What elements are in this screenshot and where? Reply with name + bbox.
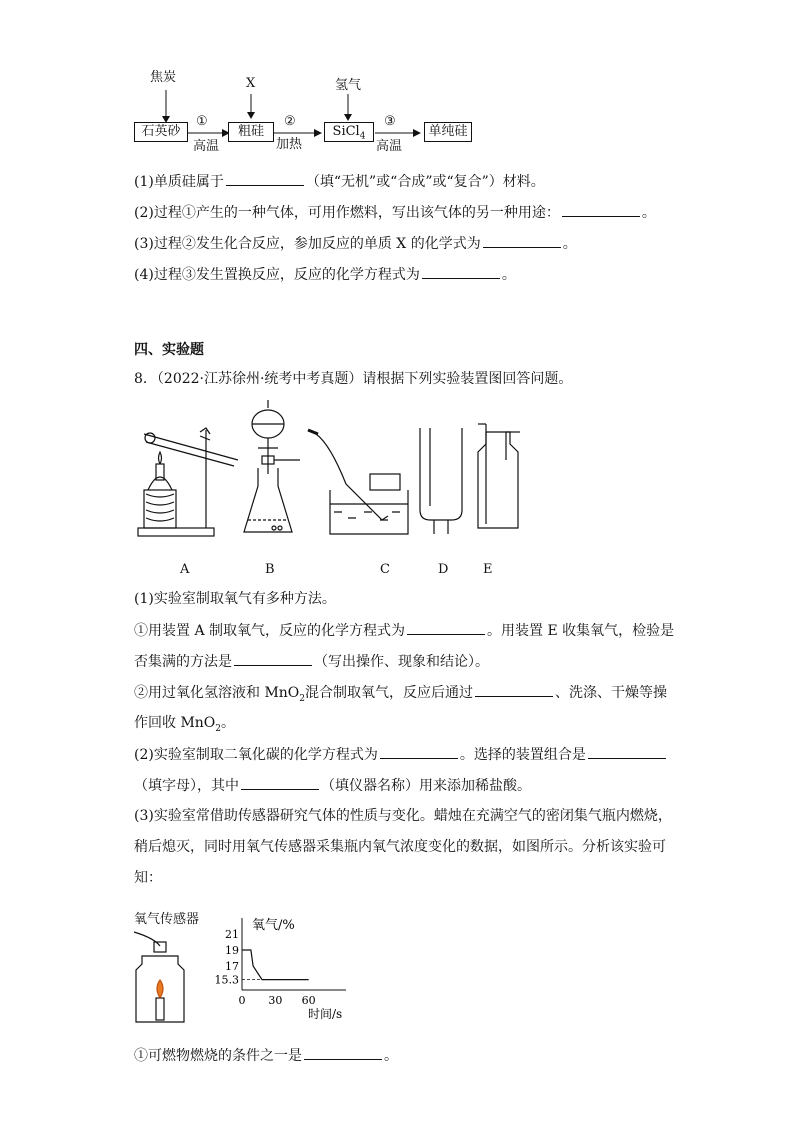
flow-cond-high-temp-1: 高温 — [193, 139, 220, 154]
chart-series — [242, 950, 309, 980]
flow-cond-heating: 加热 — [276, 137, 303, 152]
oxygen-chart — [210, 912, 370, 1020]
chart-xlabel: 时间/s — [308, 1007, 343, 1020]
q8-part-3-line1: (3)实验室常借助传感器研究气体的性质与变化。蜡烛在充满空气的密闭集气瓶内燃烧， — [134, 808, 672, 824]
y-tick-label: 21 — [225, 928, 239, 941]
label-apparatus-b: B — [265, 562, 275, 577]
sensor-bottle-figure — [130, 928, 190, 1028]
flow-box-quartz-sand: 石英砂 — [134, 122, 188, 142]
flow-arrows — [130, 86, 480, 156]
q7-item-2: (2)过程①产生的一种气体，可用作燃料，写出该气体的另一种用途： 。 — [134, 205, 656, 221]
q8-part-3-sub1: ①可燃物燃烧的条件之一是 。 — [134, 1048, 398, 1064]
flow-step-2: ② — [284, 114, 296, 129]
q8-part-2-line1: (2)实验室制取二氧化碳的化学方程式为 。选择的装置组合是 — [134, 745, 668, 764]
oxygen-series-line — [242, 950, 309, 980]
apparatus-a — [138, 428, 238, 536]
answer-blank[interactable] — [588, 745, 666, 759]
q7-item-3: (3)过程②发生化合反应，参加反应的单质 X 的化学式为 。 — [134, 236, 577, 252]
q8-part-1b-line1: ②用过氧化氢溶液和 MnO$_2$混合制取氧气，反应后通过 、洗涤、干燥等操 — [134, 685, 668, 704]
flow-step-1: ① — [196, 114, 208, 129]
apparatus-c — [308, 430, 408, 534]
x-tick-label: 30 — [268, 994, 283, 1007]
apparatus-e — [478, 424, 520, 528]
label-apparatus-a: A — [180, 562, 190, 577]
q8-part-3-line2: 稍后熄灭，同时用氧气传感器采集瓶内氧气浓度变化的数据，如图所示。分析该实验可 — [134, 839, 666, 855]
q7-item-1: (1)单质硅属于 （填“无机”或“合成”或“复合”）材料。 — [134, 174, 545, 190]
answer-blank[interactable] — [226, 172, 304, 186]
label-apparatus-d: D — [438, 562, 449, 577]
q8-part-2-line2: （填字母），其中 （填仪器名称）用来添加稀盐酸。 — [134, 778, 531, 794]
answer-blank[interactable] — [475, 683, 553, 697]
answer-blank[interactable] — [422, 265, 500, 279]
label-apparatus-c: C — [380, 562, 390, 577]
q8-part-1b-line2: 作回收 MnO$_2$。 — [134, 715, 236, 734]
flow-box-sicl4: SiCl$_4$ — [324, 122, 374, 142]
x-tick-label: 60 — [301, 994, 316, 1007]
apparatus-d — [420, 428, 462, 534]
flow-box-crude-silicon: 粗硅 — [228, 122, 274, 142]
q8-part-1: (1)实验室制取氧气有多种方法。 — [134, 591, 336, 607]
q7-item-4: (4)过程③发生置换反应，反应的化学方程式为 。 — [134, 267, 516, 283]
q8-part-1a-line2: 否集满的方法是 （写出操作、现象和结论）。 — [134, 654, 489, 670]
section-heading: 四、实验题 — [134, 342, 204, 358]
apparatus-b — [244, 400, 300, 532]
q8-stem: 8．（2022·江苏徐州·统考中考真题）请根据下列实验装置图回答问题。 — [134, 371, 573, 387]
answer-blank[interactable] — [304, 1046, 382, 1060]
answer-blank[interactable] — [407, 621, 485, 635]
answer-blank[interactable] — [241, 776, 319, 790]
label-apparatus-e: E — [483, 562, 493, 577]
answer-blank[interactable] — [483, 234, 561, 248]
lab-apparatus-figure — [134, 394, 524, 544]
x-tick-label: 0 — [238, 994, 246, 1007]
flow-input-hydrogen: 氢气 — [335, 78, 362, 93]
y-tick-label: 19 — [225, 944, 239, 957]
chart-ylabel: 氧气/% — [252, 918, 295, 933]
flow-input-x: X — [246, 76, 256, 91]
chart-ticks — [215, 928, 316, 1007]
sensor-label: 氧气传感器 — [134, 912, 200, 927]
q8-part-3-line3: 知： — [134, 870, 162, 886]
answer-blank[interactable] — [234, 652, 312, 666]
answer-blank[interactable] — [380, 745, 458, 759]
q8-part-1a-line1: ①用装置 A 制取氧气，反应的化学方程式为 。用装置 E 收集氧气，检验是 — [134, 623, 675, 639]
flow-input-coke: 焦炭 — [150, 70, 177, 85]
flow-cond-high-temp-2: 高温 — [376, 139, 403, 154]
y-tick-label: 17 — [225, 960, 239, 973]
answer-blank[interactable] — [562, 203, 640, 217]
flow-box-pure-silicon: 单纯硅 — [424, 122, 472, 142]
flow-step-3: ③ — [384, 114, 396, 129]
y-tick-label: 15.3 — [214, 973, 239, 987]
